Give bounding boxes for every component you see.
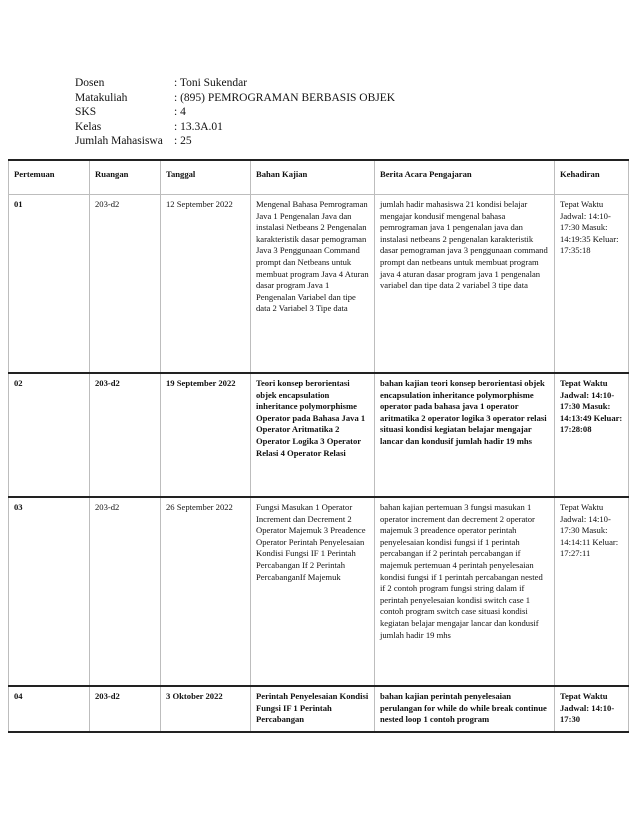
cell-tanggal: 19 September 2022 <box>161 373 251 497</box>
dosen-label: Dosen <box>75 77 105 89</box>
jumlah-value: : 25 <box>174 135 192 148</box>
table-row <box>9 497 629 686</box>
col-header-bahan-kajian: Bahan Kajian <box>251 160 375 195</box>
col-header-kehadiran: Kehadiran <box>555 160 629 195</box>
table-header-row <box>9 160 629 195</box>
table-row <box>9 373 629 497</box>
cell-bahan-kajian: Perintah Penyelesaian Kondisi Fungsi IF 1 Perintah Percabangan <box>251 686 375 732</box>
kelas-label: Kelas <box>75 120 102 133</box>
cell-pertemuan: 04 <box>9 686 90 732</box>
dosen-value: : Toni Sukendar <box>174 77 248 89</box>
kelas-value: : 13.3A.01 <box>174 120 223 133</box>
cell-bahan-kajian: Mengenal Bahasa Pemrograman Java 1 Pengenalan Java dan instalasi Netbeans 2 Pengenalan karakteristik dasar pemograman Java 3 Penggunaan Command prompt dan Netbeans untuk membuat program Java 4 Aturan dasar program Java 1 Pengenalan Variabel dan tipe data 2 Variabel 3 Tipe data <box>251 195 375 374</box>
cell-ruangan: 203-d2 <box>90 195 161 374</box>
table-row <box>9 195 629 374</box>
table-row <box>9 686 629 732</box>
col-header-ruangan: Ruangan <box>90 160 161 195</box>
header-row-matakuliah <box>75 91 395 106</box>
header-row-sks <box>75 105 395 120</box>
col-header-tanggal: Tanggal <box>161 160 251 195</box>
course-header <box>75 76 395 149</box>
cell-tanggal: 26 September 2022 <box>161 497 251 686</box>
cell-kehadiran: Tepat Waktu Jadwal: 14:10-17:30 Masuk: 14:19:35 Keluar: 17:35:18 <box>555 195 629 374</box>
col-header-berita-acara: Berita Acara Pengajaran <box>375 160 555 195</box>
cell-tanggal: 12 September 2022 <box>161 195 251 374</box>
header-row-dosen <box>75 76 395 91</box>
cell-pertemuan: 02 <box>9 373 90 497</box>
cell-pertemuan: 01 <box>9 195 90 374</box>
matakuliah-label: Matakuliah <box>75 91 128 104</box>
cell-kehadiran: Tepat Waktu Jadwal: 14:10-17:30 Masuk: 14:13:49 Keluar: 17:28:08 <box>555 373 629 497</box>
col-header-pertemuan: Pertemuan <box>9 160 90 195</box>
sks-label: SKS <box>75 106 97 119</box>
cell-berita-acara: bahan kajian pertemuan 3 fungsi masukan 1 operator increment dan decrement 2 operator majemuk 3 preadence operator perintah penyelesaian kondisi fungsi if 1 perintah percabangan if 2 perintah percabangan if majemuk pertemuan 4 perintah penyelesaian kondisi fungsi if 1 perintah percabangan nested if 2 contoh program fungsi string dalam if perintah penyelesaian kondisi switch case 1 contoh program switch case situasi kondisi kegiatan belajar mengajar lancar dan kondusif jumlah hadir 19 mhs <box>375 497 555 686</box>
cell-ruangan: 203-d2 <box>90 373 161 497</box>
attendance-table <box>8 159 629 733</box>
cell-berita-acara: bahan kajian teori konsep berorientasi objek encapsulation inheritance polymorphisme operator pada bahasa java 1 operator aritmatika 2 operator logika 3 operator relasi situasi kondisi kegiatan belajar mengajar lancar dan kondusif jumlah hadir 19 mhs <box>375 373 555 497</box>
cell-berita-acara: bahan kajian perintah penyelesaian perulangan for while do while break continue nested loop 1 contoh program <box>375 686 555 732</box>
cell-ruangan: 203-d2 <box>90 686 161 732</box>
cell-ruangan: 203-d2 <box>90 497 161 686</box>
cell-bahan-kajian: Fungsi Masukan 1 Operator Increment dan Decrement 2 Operator Majemuk 3 Preadence Operator Perintah Penyelesaian Kondisi Fungsi IF 1 Perintah Percabangan If 2 Perintah PercabanganIf Majemuk <box>251 497 375 686</box>
cell-pertemuan: 03 <box>9 497 90 686</box>
cell-tanggal: 3 Oktober 2022 <box>161 686 251 732</box>
matakuliah-value: : (895) PEMROGRAMAN BERBASIS OBJEK <box>174 91 396 104</box>
cell-kehadiran: Tepat Waktu Jadwal: 14:10-17:30 <box>555 686 629 732</box>
jumlah-label: Jumlah Mahasiswa <box>75 135 163 148</box>
header-row-jumlah <box>75 134 395 149</box>
sks-value: : 4 <box>174 106 186 119</box>
cell-kehadiran: Tepat Waktu Jadwal: 14:10-17:30 Masuk: 14:14:11 Keluar: 17:27:11 <box>555 497 629 686</box>
cell-bahan-kajian: Teori konsep berorientasi objek encapsulation inheritance polymorphisme Operator pada Bahasa Java 1 Operator Aritmatika 2 Operator Logika 3 Operator Relasi 4 Operator Relasi <box>251 373 375 497</box>
header-row-kelas <box>75 120 395 135</box>
cell-berita-acara: jumlah hadir mahasiswa 21 kondisi belajar mengajar kondusif mengenal bahasa pemrograman java 1 pengenalan java dan instalasi netbeans 2 pengenalan karakteristik dasar pemograman java 3 penggunaan command prompt dan netbeans untuk membuat program java 4 aturan dasar program java 1 pengenalan variabel dan tipe data 2 variabel 3 tipe data <box>375 195 555 374</box>
